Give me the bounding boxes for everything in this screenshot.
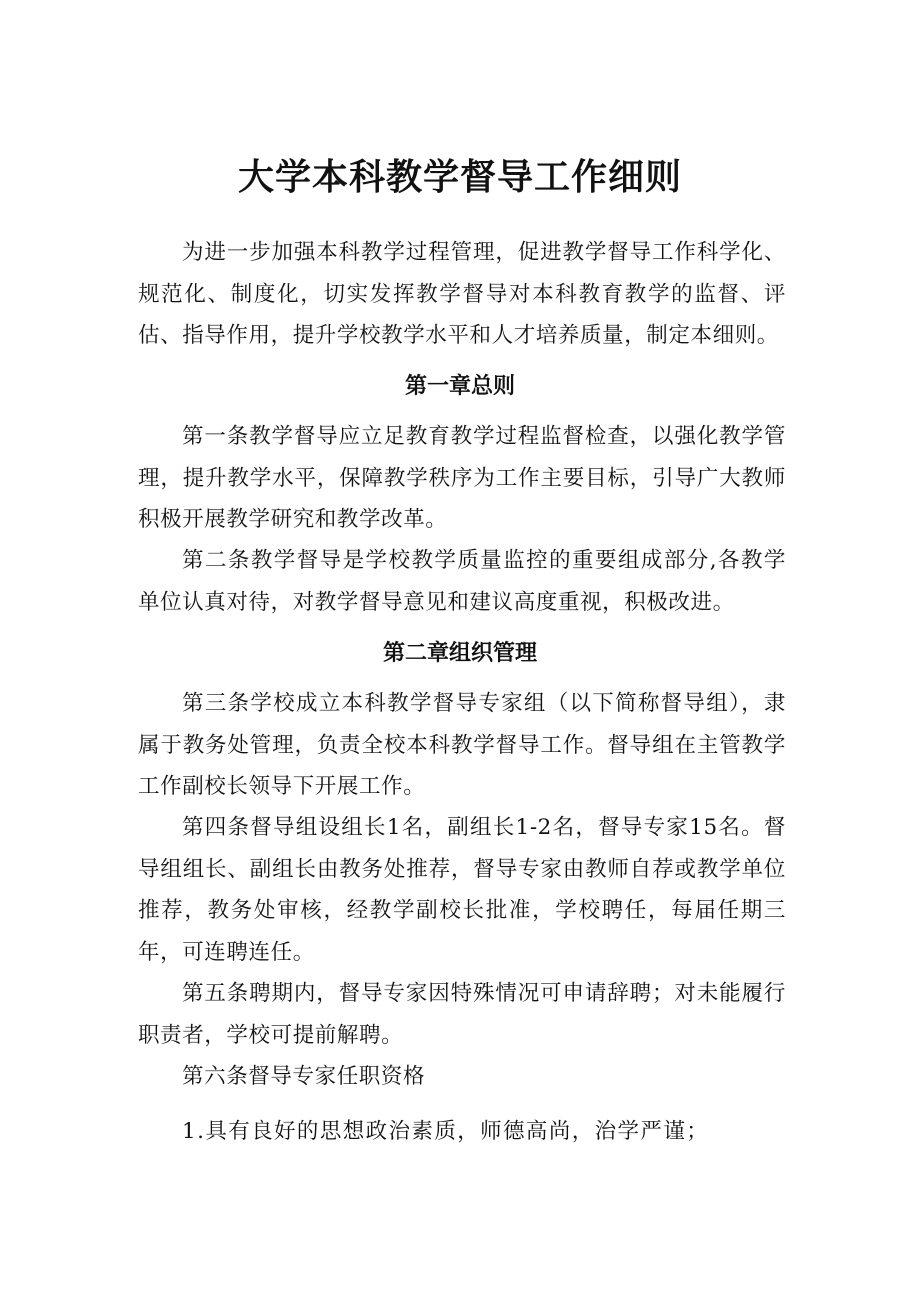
article-6-item-1: 1.具有良好的思想政治素质，师德高尚，治学严谨； [182, 1119, 710, 1144]
article-6: 第六条督导专家任职资格 [182, 1064, 426, 1089]
chapter-heading-organization: 第二章组织管理 [382, 641, 537, 666]
article-3: 第三条学校成立本科教学督导专家组（以下简称督导组），隶属于教务处管理，负责全校本科教学督导工作。督导组在主管教学工作副校长领导下开展工作。 [138, 691, 786, 799]
document-title: 大学本科教学督导工作细则 [237, 157, 682, 198]
intro-paragraph: 为进一步加强本科教学过程管理，促进教学督导工作科学化、规范化、制度化，切实发挥教学督导对本科教育教学的监督、评估、指导作用，提升学校教学水平和人才培养质量，制定本细则。 [138, 240, 786, 348]
chapter-heading-general: 第一章总则 [404, 374, 515, 399]
article-2: 第二条教学督导是学校教学质量监控的重要组成部分,各教学单位认真对待，对教学督导意见和建议高度重视，积极改进。 [138, 548, 786, 615]
article-1: 第一条教学督导应立足教育教学过程监督检查，以强化教学管理，提升教学水平，保障教学秩序为工作主要目标，引导广大教师积极开展教学研究和教学改革。 [138, 424, 786, 532]
article-5: 第五条聘期内，督导专家因特殊情况可申请辞聘；对未能履行职责者，学校可提前解聘。 [138, 981, 786, 1048]
article-4: 第四条督导组设组长1名，副组长1-2名，督导专家15名。督导组组长、副组长由教务处推荐，督导专家由教师自荐或教学单位推荐，教务处审核，经教学副校长批准，学校聘任，每届任期三年，可连聘连任。 [138, 815, 786, 965]
